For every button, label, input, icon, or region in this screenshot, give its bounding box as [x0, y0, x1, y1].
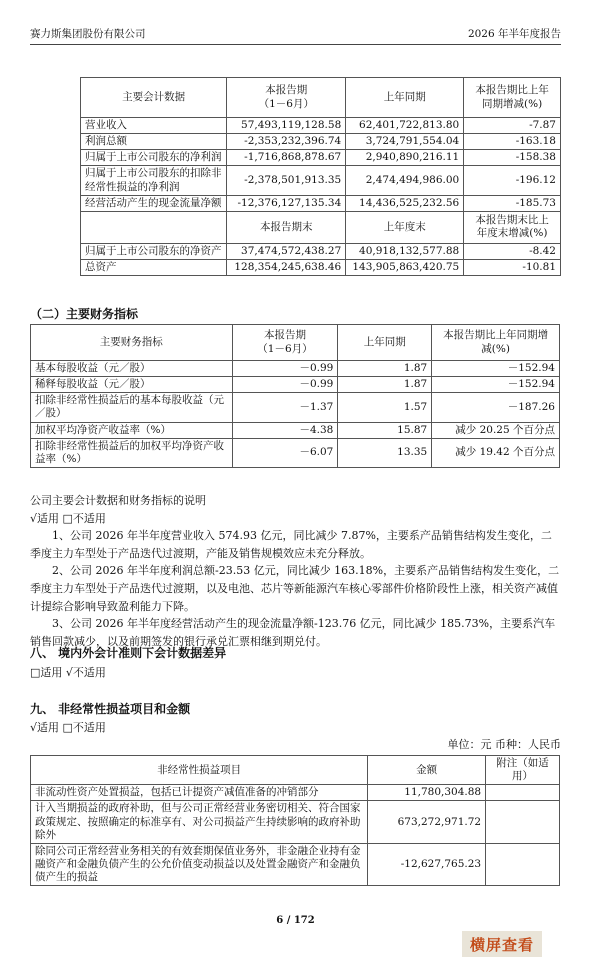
cell: -8.42	[464, 243, 561, 259]
table-row	[31, 438, 560, 467]
cell: 1.57	[338, 393, 432, 422]
cell: －6.07	[232, 438, 338, 467]
table-row	[81, 195, 561, 211]
page-header	[30, 26, 561, 45]
note-paragraph: 3、公司 2026 年半年度经营活动产生的现金流量净额-123.76 亿元，同比减少 185.73%，主要系汽车销售回款减少，以及前期签发的银行承兑汇票相继到期兑付。	[30, 617, 556, 648]
cell: -1,716,868,878.67	[227, 150, 346, 166]
cell: -12,627,765.23	[368, 843, 486, 885]
cell: -10.81	[464, 259, 561, 275]
cell: 1.87	[338, 377, 432, 393]
table-row	[31, 377, 560, 393]
cell: －187.26	[432, 393, 560, 422]
table-row	[31, 422, 560, 438]
report-title: 2026 年半年度报告	[467, 28, 561, 40]
cell: 归属于上市公司股东的扣除非经常性损益的净利润	[81, 166, 227, 195]
table-row	[31, 785, 560, 801]
cell: －0.99	[232, 361, 338, 377]
cell: 2,940,890,216.11	[346, 150, 464, 166]
table-row	[81, 166, 561, 195]
section-title-gaap-differences: 八、 境内外会计准则下会计数据差异	[30, 646, 227, 660]
cell: -163.18	[464, 134, 561, 150]
col-header: 附注（如适用）	[486, 756, 560, 785]
notes-applicability: √适用 □不适用	[30, 511, 106, 525]
col-header: 上年度末	[346, 211, 464, 243]
col-header: 本报告期比上年 同期增减(%)	[464, 78, 561, 118]
table-row	[81, 134, 561, 150]
cell: -2,378,501,913.35	[227, 166, 346, 195]
cell: -12,376,127,135.34	[227, 195, 346, 211]
cell: -196.12	[464, 166, 561, 195]
cell: -158.38	[464, 150, 561, 166]
cell: 37,474,572,438.27	[227, 243, 346, 259]
cell: 128,354,245,638.46	[227, 259, 346, 275]
gaap-applicability: □适用 √不适用	[30, 666, 106, 679]
section-title-non-recurring: 九、 非经常性损益项目和金额	[30, 702, 191, 716]
section-title-financial-indicators: （二）主要财务指标	[30, 307, 139, 321]
col-header: 主要财务指标	[31, 325, 233, 361]
table-row	[81, 118, 561, 134]
cell: 经营活动产生的现金流量净额	[81, 195, 227, 211]
cell: 减少 19.42 个百分点	[432, 438, 560, 467]
cell: 673,272,971.72	[368, 801, 486, 843]
financial-indicators-table	[30, 324, 560, 468]
notes-title: 公司主要会计数据和财务指标的说明	[30, 494, 206, 507]
table-row	[81, 150, 561, 166]
cell: 总资产	[81, 259, 227, 275]
cell: 减少 20.25 个百分点	[432, 422, 560, 438]
table-row	[31, 361, 560, 377]
cell: 除同公司正常经营业务相关的有效套期保值业务外，非金融企业持有金融资产和金融负债产生的公允价值变动损益以及处置金融资产和金融负债产生的损益	[31, 843, 368, 885]
company-name: 赛力斯集团股份有限公司	[30, 28, 146, 40]
table-row	[31, 843, 560, 885]
page-number: 6 / 172	[276, 915, 315, 926]
col-header: 非经常性损益项目	[31, 756, 368, 785]
cell: 14,436,525,232.56	[346, 195, 464, 211]
key-accounting-data-table	[80, 77, 561, 276]
cell: 归属于上市公司股东的净利润	[81, 150, 227, 166]
col-header: 本报告期末	[227, 211, 346, 243]
cell: 基本每股收益（元／股）	[31, 361, 233, 377]
cell: 计入当期损益的政府补助，但与公司正常经营业务密切相关、符合国家政策规定、按照确定的标准享有、对公司损益产生持续影响的政府补助除外	[31, 801, 368, 843]
cell: 1.87	[338, 361, 432, 377]
empty-cell	[81, 211, 227, 243]
unit-label: 单位：元 币种：人民币	[447, 738, 561, 751]
cell: 11,780,304.88	[368, 785, 486, 801]
cell: -7.87	[464, 118, 561, 134]
non-recurring-applicability: √适用 □不适用	[30, 721, 106, 734]
cell: 利润总额	[81, 134, 227, 150]
non-recurring-items-table	[30, 755, 560, 886]
cell: 40,918,132,577.88	[346, 243, 464, 259]
cell	[486, 801, 560, 843]
col-header: 金额	[368, 756, 486, 785]
rotate-view-button[interactable]: 横屏查看	[462, 931, 542, 957]
notes-section	[30, 492, 561, 650]
cell: 3,724,791,554.04	[346, 134, 464, 150]
cell: 归属于上市公司股东的净资产	[81, 243, 227, 259]
cell: 加权平均净资产收益率（%）	[31, 422, 233, 438]
note-paragraph: 1、公司 2026 年半年度营业收入 574.93 亿元，同比减少 7.87%，主要系产品销售结构发生变化，二季度主力车型处于产品迭代过渡期，产能及销售规模效应未充分释放。	[30, 529, 552, 560]
col-header: 本报告期 （1－6月）	[227, 78, 346, 118]
cell	[486, 785, 560, 801]
cell: 非流动性资产处置损益，包括已计提资产减值准备的冲销部分	[31, 785, 368, 801]
cell: －152.94	[432, 377, 560, 393]
table-row	[31, 393, 560, 422]
cell: －152.94	[432, 361, 560, 377]
cell: 15.87	[338, 422, 432, 438]
cell	[486, 843, 560, 885]
col-header: 主要会计数据	[81, 78, 227, 118]
cell: -2,353,232,396.74	[227, 134, 346, 150]
col-header: 上年同期	[338, 325, 432, 361]
col-header: 本报告期末比上 年度末增减(%)	[464, 211, 561, 243]
cell: 2,474,494,986.00	[346, 166, 464, 195]
cell: 57,493,119,128.58	[227, 118, 346, 134]
table-row	[81, 243, 561, 259]
note-paragraph: 2、公司 2026 年半年度利润总额-23.53 亿元，同比减少 163.18%，主要系产品销售结构发生变化，二季度主力车型处于产品迭代过渡期，以及电池、芯片等新能源汽车核心零部件价格阶段性上涨，相关资产减值计提综合影响导致盈利能力下降。	[30, 564, 560, 613]
cell: 13.35	[338, 438, 432, 467]
cell: －0.99	[232, 377, 338, 393]
col-header: 本报告期 （1－6月）	[232, 325, 338, 361]
cell: 扣除非经常性损益后的加权平均净资产收益率（%）	[31, 438, 233, 467]
cell: －1.37	[232, 393, 338, 422]
cell: 稀释每股收益（元／股）	[31, 377, 233, 393]
table-row	[31, 801, 560, 843]
cell: 143,905,863,420.75	[346, 259, 464, 275]
cell: -185.73	[464, 195, 561, 211]
cell: 营业收入	[81, 118, 227, 134]
cell: 62,401,722,813.80	[346, 118, 464, 134]
cell: －4.38	[232, 422, 338, 438]
col-header: 上年同期	[346, 78, 464, 118]
cell: 扣除非经常性损益后的基本每股收益（元／股）	[31, 393, 233, 422]
col-header: 本报告期比上年同期增 减(%)	[432, 325, 560, 361]
table-row	[81, 259, 561, 275]
